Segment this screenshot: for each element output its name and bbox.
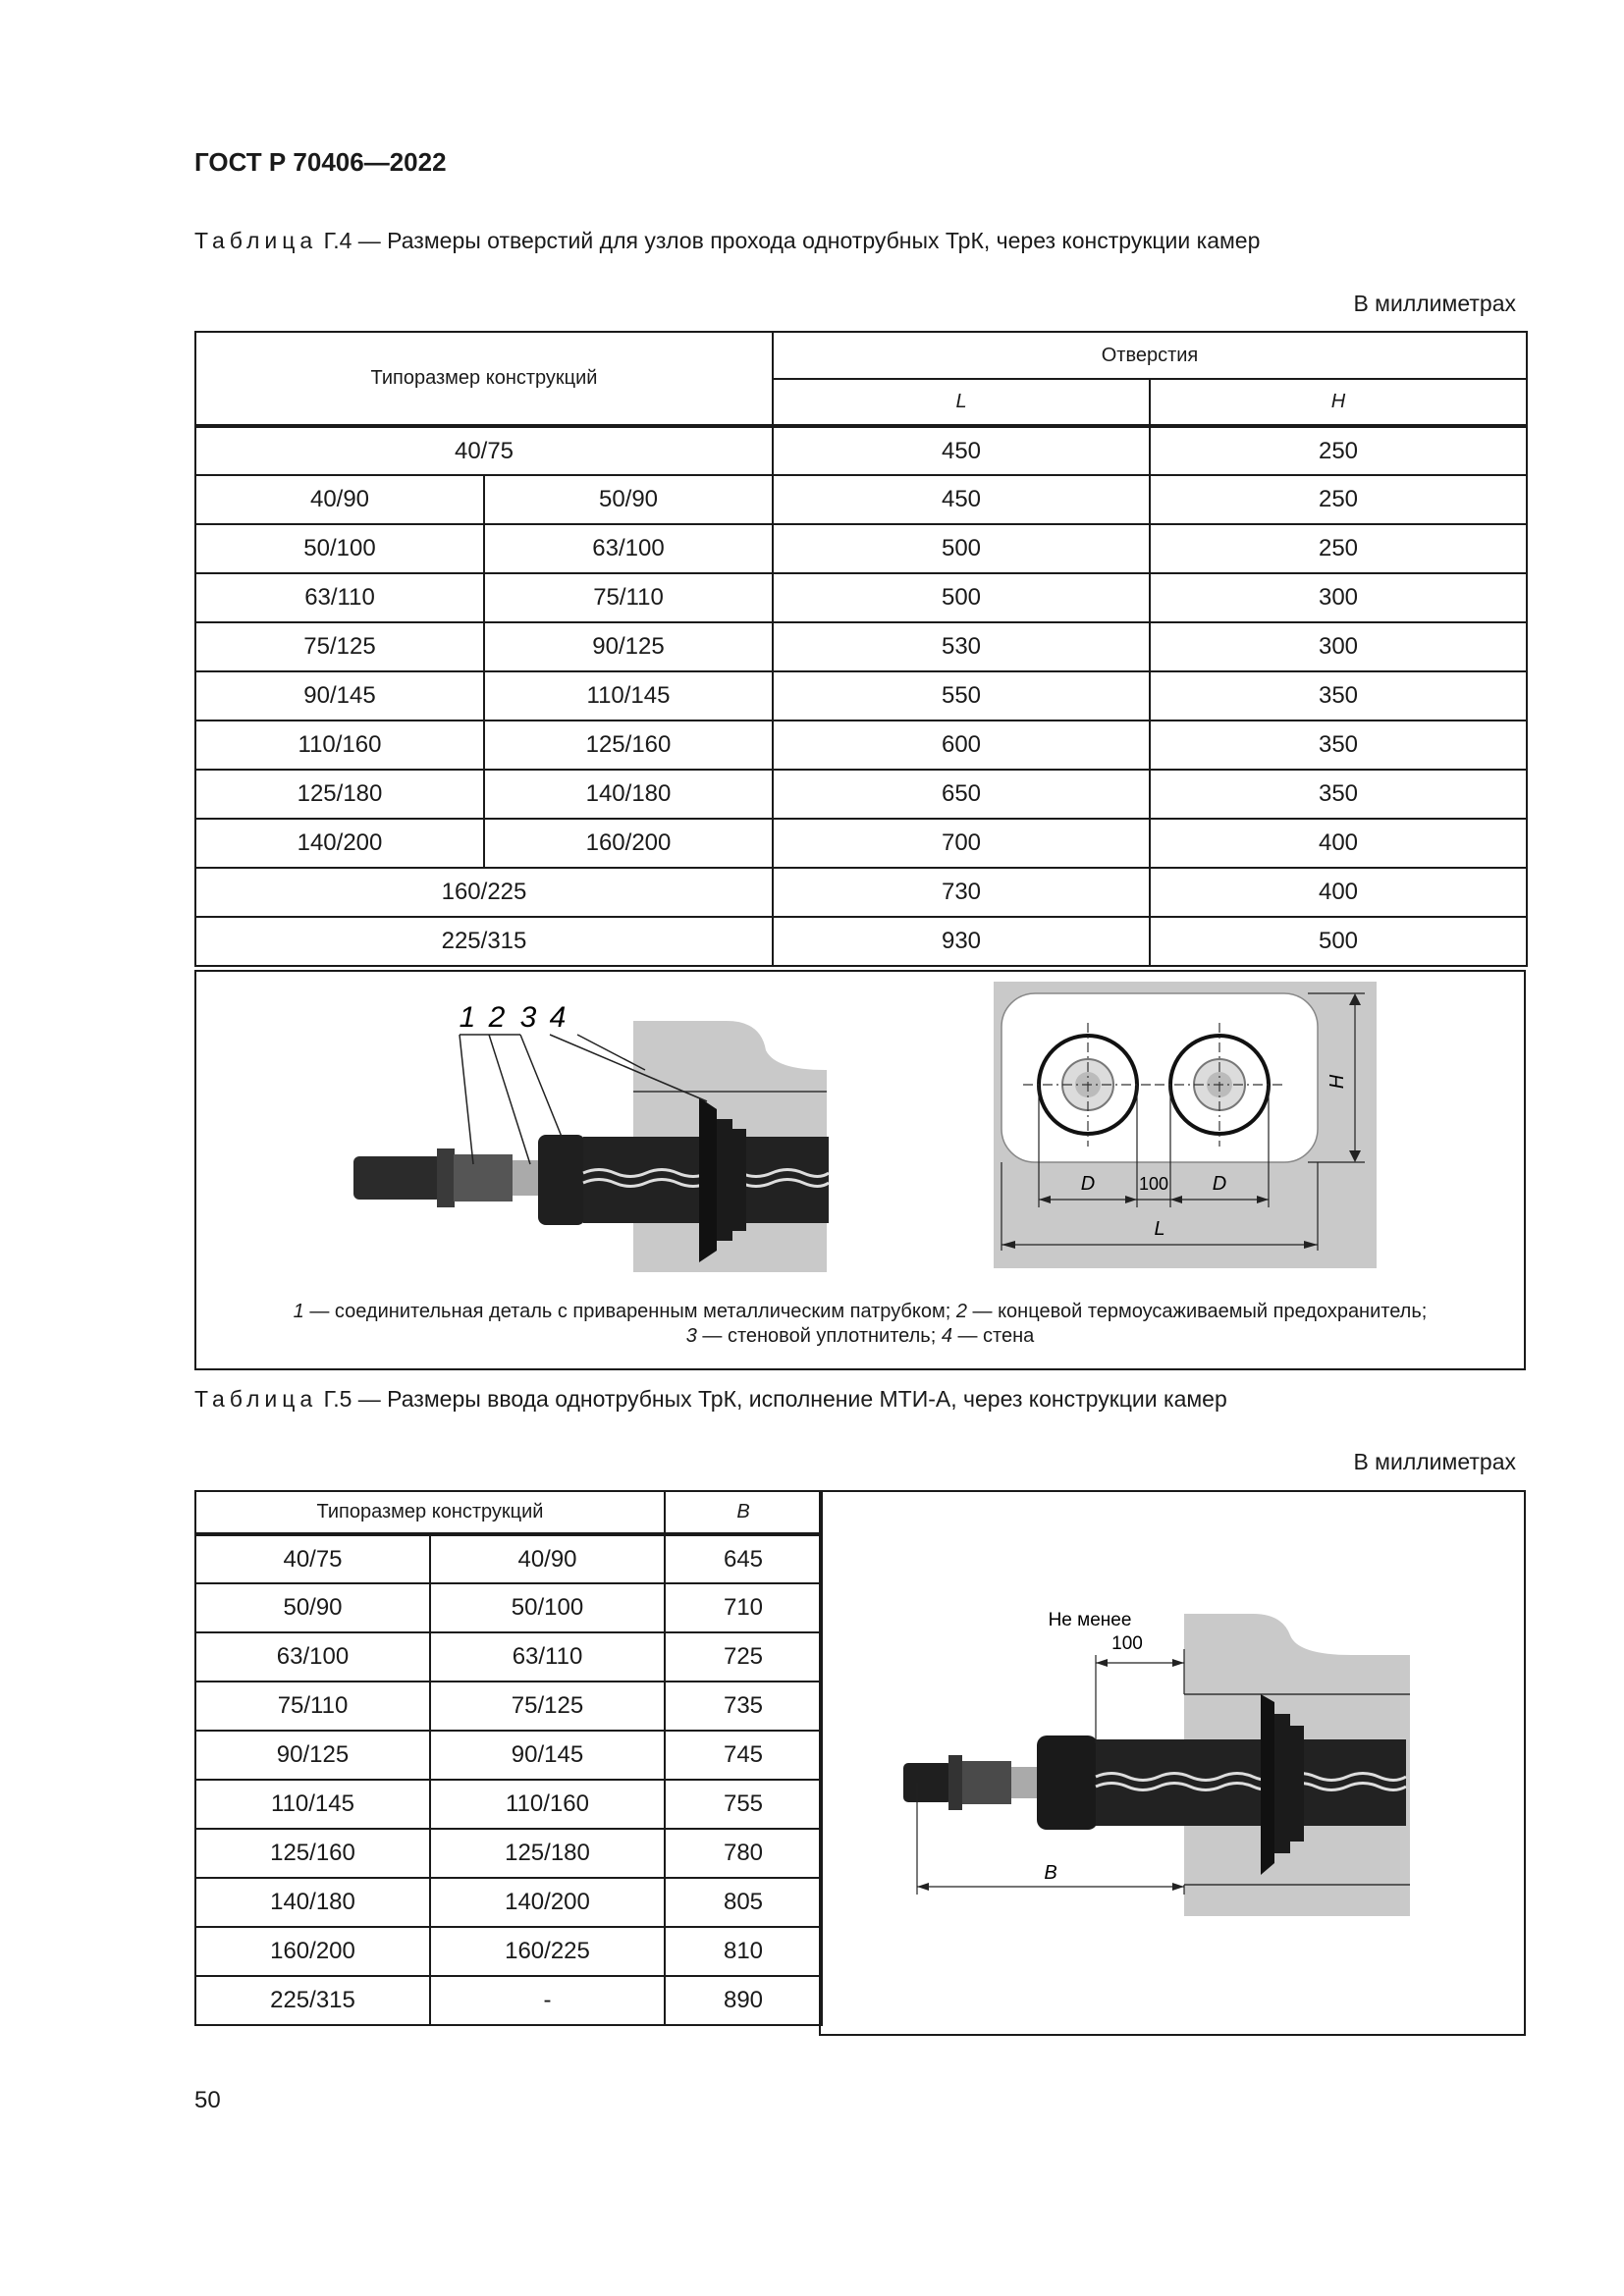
table-cell: 730 — [773, 868, 1150, 917]
table-cell: - — [430, 1976, 665, 2025]
table-row — [195, 1829, 822, 1878]
table-cell: 140/200 — [430, 1878, 665, 1927]
table-cell: 160/225 — [195, 868, 773, 917]
figure-legend — [206, 1300, 1514, 1349]
table-cell: 125/180 — [195, 770, 484, 819]
table-cell: 780 — [665, 1829, 822, 1878]
table-cell: 700 — [773, 819, 1150, 868]
table-cell: 90/145 — [430, 1731, 665, 1780]
caption-word: Таблица — [194, 1386, 318, 1412]
dim-B-label: B — [1044, 1862, 1057, 1884]
table-cell: 140/180 — [195, 1878, 430, 1927]
table-row — [195, 770, 1527, 819]
table-cell: 500 — [1150, 917, 1527, 966]
min-label-2: 100 — [1111, 1633, 1143, 1654]
table-cell: 63/100 — [484, 524, 773, 573]
table-cell: 50/100 — [195, 524, 484, 573]
table-cell: 810 — [665, 1927, 822, 1976]
table-cell: 110/145 — [195, 1780, 430, 1829]
braid — [513, 1160, 540, 1196]
table-cell: 140/200 — [195, 819, 484, 868]
wall-seal — [699, 1097, 717, 1262]
table-row — [195, 1731, 822, 1780]
table-cell: 160/225 — [430, 1927, 665, 1976]
table-cell: 110/160 — [430, 1780, 665, 1829]
legend-num-1: 1 — [293, 1301, 304, 1322]
table-cell: 300 — [1150, 573, 1527, 622]
legend-text-4: — стена — [951, 1325, 1035, 1347]
table-row — [195, 1780, 822, 1829]
metal-stub — [353, 1156, 442, 1200]
table-cell: 755 — [665, 1780, 822, 1829]
legend-text-3: — стеновой уплотнитель; — [696, 1325, 942, 1347]
table-cell: 225/315 — [195, 1976, 430, 2025]
table-row — [195, 1878, 822, 1927]
legend-num-3: 3 — [685, 1325, 697, 1347]
header-L: L — [773, 379, 1150, 426]
g4-figure-drawing — [196, 972, 1524, 1296]
table-cell: 400 — [1150, 868, 1527, 917]
table-row — [195, 1976, 822, 2025]
table-cell: 735 — [665, 1682, 822, 1731]
table-g5 — [194, 1490, 823, 2026]
stub-ring — [437, 1148, 455, 1207]
dim-D2-label: D — [1212, 1173, 1227, 1195]
table-cell: 400 — [1150, 819, 1527, 868]
table-row — [195, 1632, 822, 1682]
g5-figure-drawing — [821, 1492, 1524, 2034]
table-cell: 160/200 — [484, 819, 773, 868]
table-cell: 90/125 — [484, 622, 773, 671]
table-row — [195, 426, 1527, 475]
caption-text: Г.5 — Размеры ввода однотрубных ТрК, исполнение МТИ-А, через конструкции камер — [323, 1386, 1227, 1412]
table-g4-figure — [194, 970, 1526, 1370]
legend-text-2: — концевой термоусаживаемый предохранитель; — [966, 1301, 1428, 1322]
stub-sleeve — [454, 1154, 513, 1201]
table-cell: 50/90 — [484, 475, 773, 524]
table-cell: 450 — [773, 475, 1150, 524]
table-cell: 140/180 — [484, 770, 773, 819]
table-cell: 40/90 — [195, 475, 484, 524]
table-cell: 90/125 — [195, 1731, 430, 1780]
table-cell: 90/145 — [195, 671, 484, 721]
table-row — [195, 721, 1527, 770]
table-cell: 40/75 — [195, 426, 773, 475]
table-g5-units: В миллиметрах — [1353, 1449, 1516, 1474]
table-g4 — [194, 331, 1528, 967]
metal-stub — [903, 1763, 952, 1802]
table-cell: 500 — [773, 573, 1150, 622]
table-cell: 110/145 — [484, 671, 773, 721]
table-cell: 250 — [1150, 475, 1527, 524]
dim-L-label: L — [1154, 1218, 1165, 1240]
dim-D1-label: D — [1080, 1173, 1096, 1195]
table-cell: 250 — [1150, 426, 1527, 475]
table-cell: 930 — [773, 917, 1150, 966]
table-g5-figure — [819, 1490, 1526, 2036]
table-row — [195, 868, 1527, 917]
callout-4: 4 — [549, 1001, 567, 1034]
table-row — [195, 573, 1527, 622]
table-cell: 63/110 — [430, 1632, 665, 1682]
table-row — [195, 524, 1527, 573]
table-g4-units: В миллиметрах — [1353, 291, 1516, 316]
page-number: 50 — [194, 2087, 221, 2113]
table-cell: 63/100 — [195, 1632, 430, 1682]
end-cap — [1037, 1735, 1098, 1830]
table-row — [195, 475, 1527, 524]
table-cell: 160/200 — [195, 1927, 430, 1976]
table-cell: 350 — [1150, 721, 1527, 770]
table-cell: 650 — [773, 770, 1150, 819]
table-cell: 550 — [773, 671, 1150, 721]
table-cell: 75/125 — [430, 1682, 665, 1731]
table-cell: 725 — [665, 1632, 822, 1682]
table-cell: 225/315 — [195, 917, 773, 966]
table-row — [195, 622, 1527, 671]
end-cap — [538, 1135, 585, 1225]
table-row — [195, 671, 1527, 721]
table-row — [195, 819, 1527, 868]
dim-gap-label: 100 — [1138, 1174, 1169, 1194]
legend-text-1: — соединительная деталь с приваренным металлическим патрубком; — [303, 1301, 956, 1322]
table-cell: 350 — [1150, 770, 1527, 819]
table-cell: 40/75 — [195, 1534, 430, 1583]
table-cell: 890 — [665, 1976, 822, 2025]
table-cell: 50/90 — [195, 1583, 430, 1632]
table-row — [195, 1682, 822, 1731]
table-cell: 645 — [665, 1534, 822, 1583]
table-row — [195, 1927, 822, 1976]
table-row — [195, 1534, 822, 1583]
caption-text: Г.4 — Размеры отверстий для узлов прохода однотрубных ТрК, через конструкции камер — [323, 228, 1261, 253]
header-size: Типоразмер конструкций — [195, 1491, 665, 1534]
table-g4-caption — [194, 228, 1260, 254]
table-g5-caption — [194, 1386, 1227, 1413]
dim-H-label: H — [1326, 1074, 1348, 1090]
min-label-1: Не менее — [1048, 1610, 1132, 1630]
table-cell: 805 — [665, 1878, 822, 1927]
legend-num-2: 2 — [955, 1301, 967, 1322]
table-row — [195, 1583, 822, 1632]
table-cell: 125/160 — [484, 721, 773, 770]
callout-1: 1 — [459, 1001, 476, 1034]
table-cell: 500 — [773, 524, 1150, 573]
braid — [1011, 1767, 1037, 1798]
table-cell: 710 — [665, 1583, 822, 1632]
header-holes: Отверстия — [773, 332, 1527, 379]
table-cell: 600 — [773, 721, 1150, 770]
header-B: B — [665, 1491, 822, 1534]
table-cell: 63/110 — [195, 573, 484, 622]
table-cell: 350 — [1150, 671, 1527, 721]
table-cell: 75/110 — [195, 1682, 430, 1731]
table-cell: 125/180 — [430, 1829, 665, 1878]
table-cell: 75/125 — [195, 622, 484, 671]
header-size: Типоразмер конструкций — [195, 332, 773, 426]
table-row — [195, 917, 1527, 966]
wall-seal — [1261, 1694, 1274, 1875]
callout-2: 2 — [488, 1001, 506, 1034]
table-cell: 75/110 — [484, 573, 773, 622]
document-header: ГОСТ Р 70406—2022 — [194, 147, 447, 177]
table-cell: 110/160 — [195, 721, 484, 770]
table-cell: 530 — [773, 622, 1150, 671]
legend-num-4: 4 — [941, 1325, 952, 1347]
table-cell: 745 — [665, 1731, 822, 1780]
table-cell: 50/100 — [430, 1583, 665, 1632]
table-cell: 300 — [1150, 622, 1527, 671]
callout-3: 3 — [519, 1001, 537, 1034]
header-H: H — [1150, 379, 1527, 426]
table-cell: 450 — [773, 426, 1150, 475]
table-cell: 40/90 — [430, 1534, 665, 1583]
table-cell: 125/160 — [195, 1829, 430, 1878]
caption-word: Таблица — [194, 228, 318, 253]
table-cell: 250 — [1150, 524, 1527, 573]
